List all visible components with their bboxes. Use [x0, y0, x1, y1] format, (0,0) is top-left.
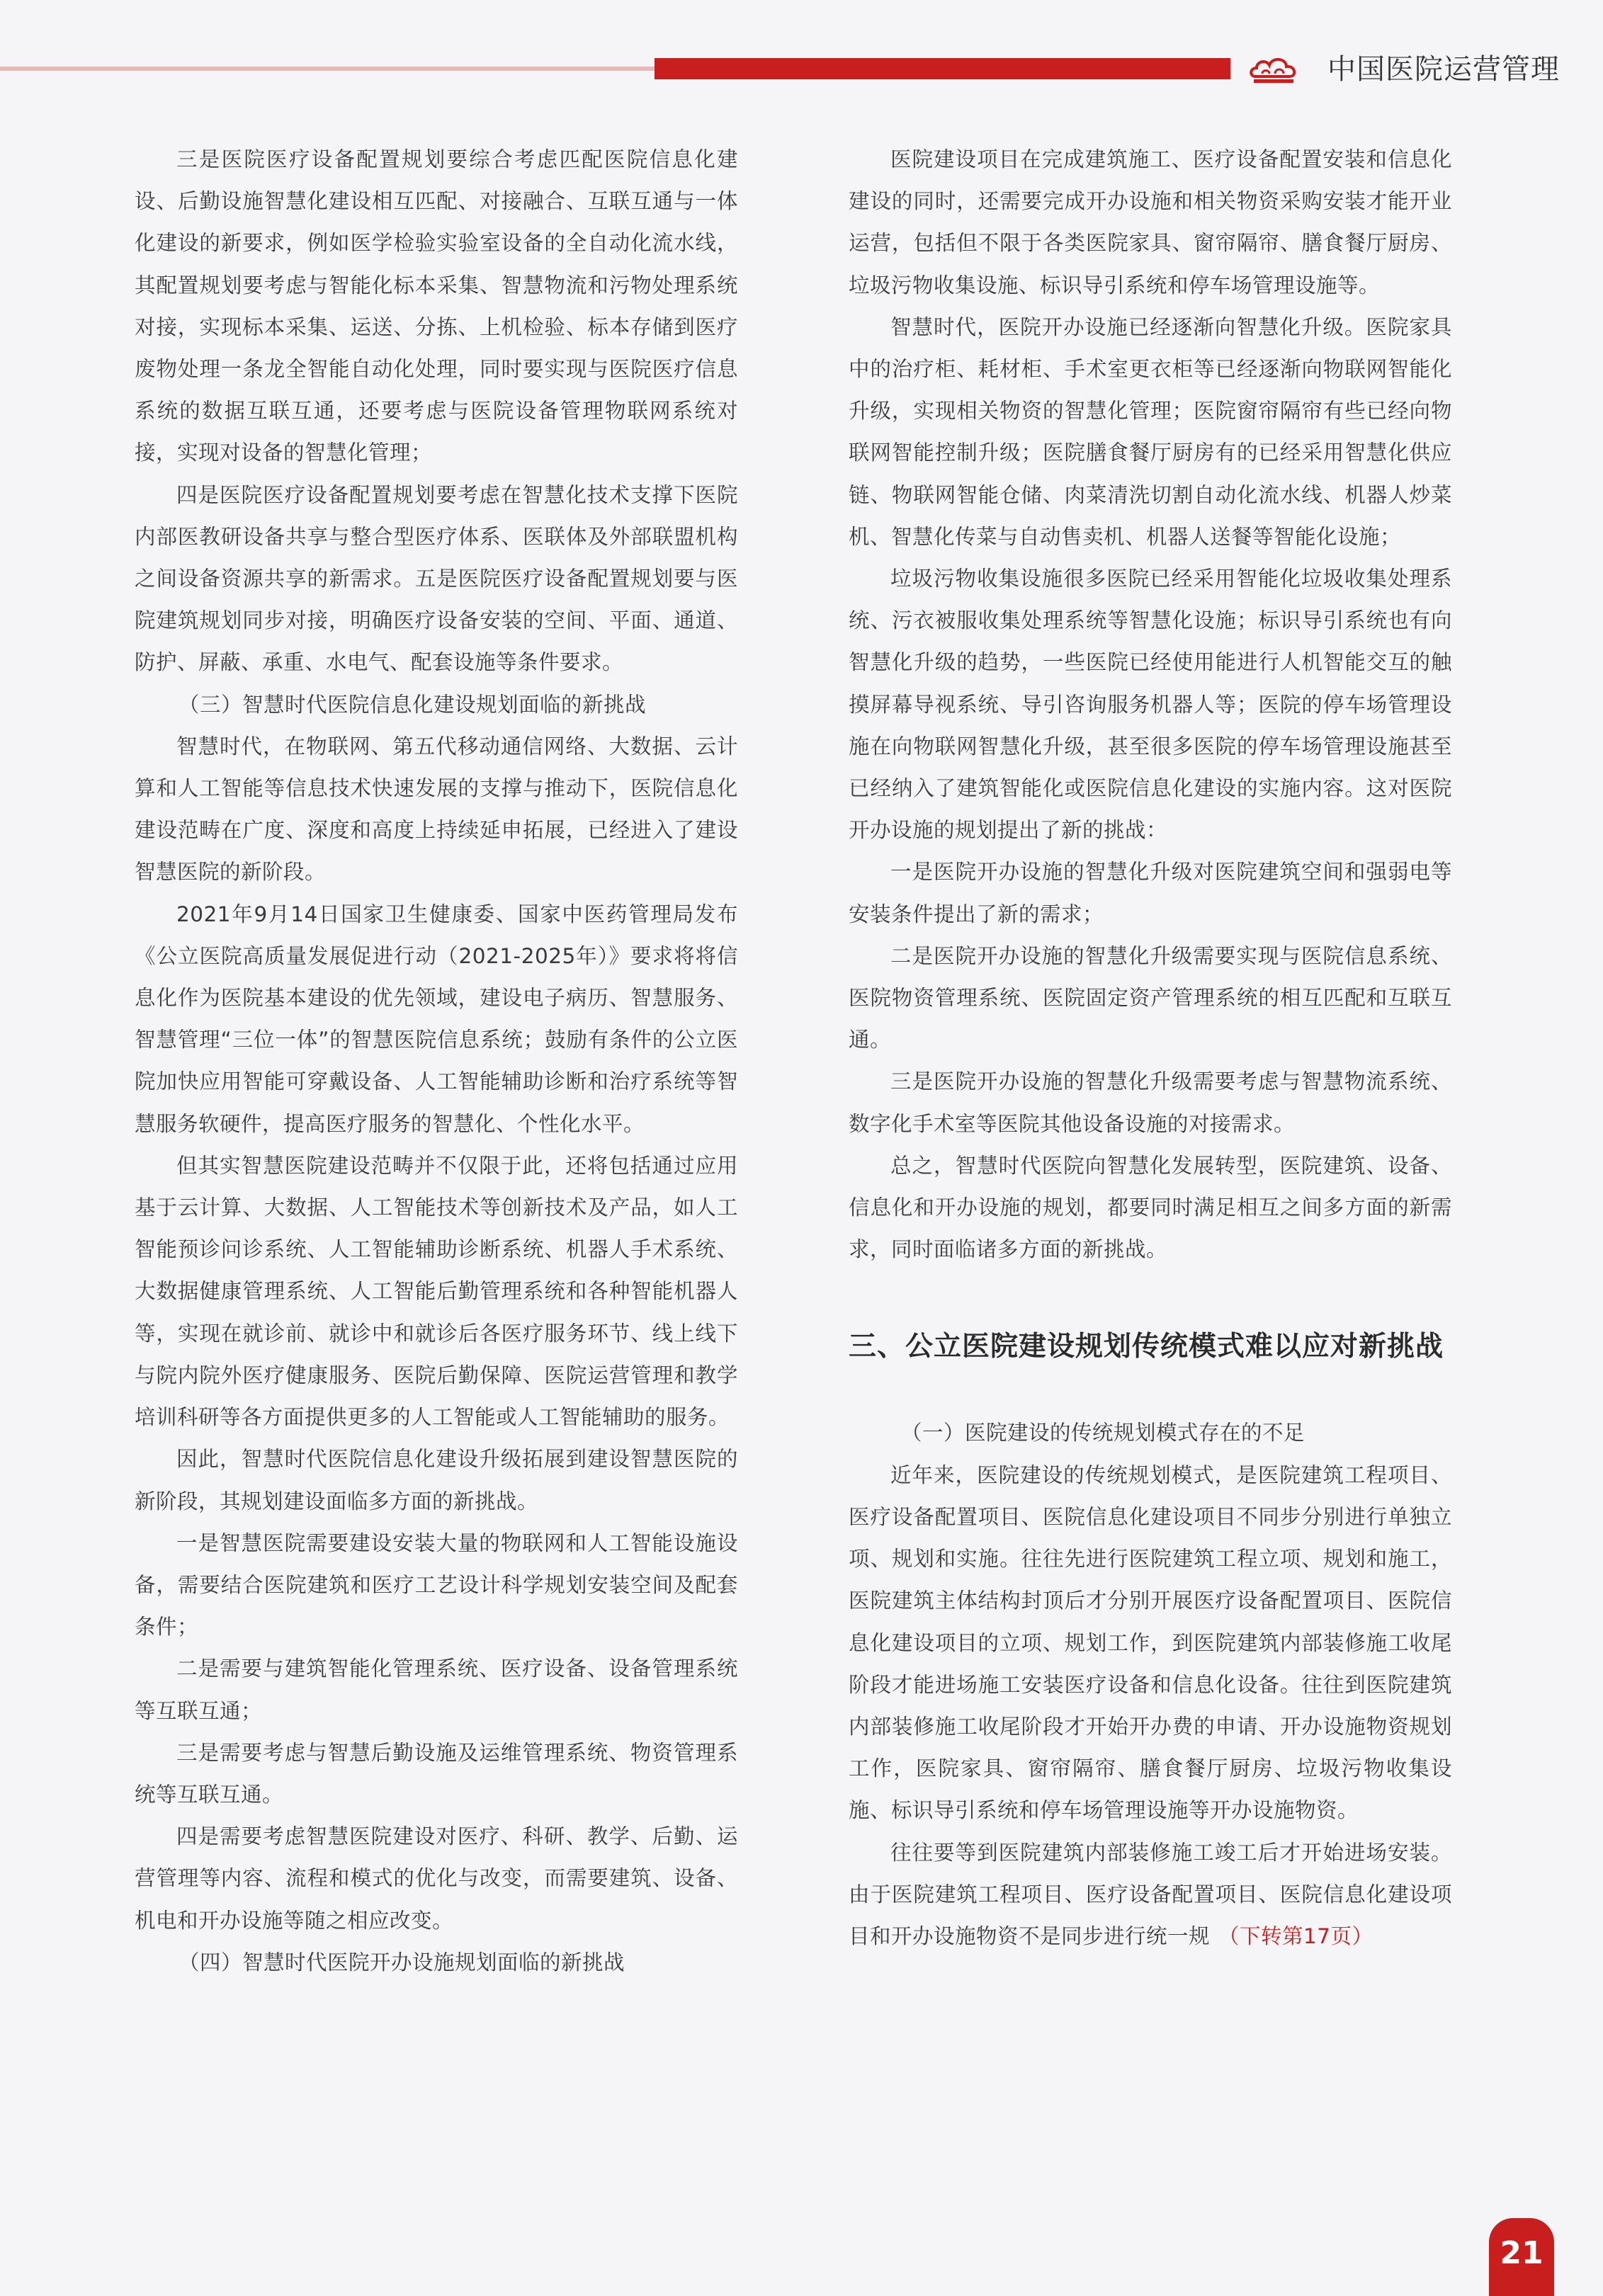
paragraph: 因此，智慧时代医院信息化建设升级拓展到建设智慧医院的新阶段，其规划建设面临多方面的新挑战。	[135, 1447, 738, 1513]
paragraph: 总之，智慧时代医院向智慧化发展转型，医院建筑、设备、信息化和开办设施的规划，都要同时满足相互之间多方面的新需求，同时面临诸多方面的新挑战。	[849, 1153, 1452, 1262]
cloud-emblem-icon	[1248, 52, 1299, 86]
paragraph: 垃圾污物收集设施很多医院已经采用智能化垃圾收集处理系统、污衣被服收集处理系统等智慧化设施；标识导引系统也有向智慧化升级的趋势，一些医院已经使用能进行人机智能交互的触摸屏幕导视系统、导引咨询服务机器人等；医院的停车场管理设施在向物联网智慧化升级，甚至很多医院的停车场管理设施甚至已经纳入了建筑智能化或医院信息化建设的实施内容。这对医院开办设施的规划提出了新的挑战：	[849, 567, 1452, 843]
paragraph: 三是医院开办设施的智慧化升级需要考虑与智慧物流系统、数字化手术室等医院其他设备设施的对接需求。	[849, 1069, 1452, 1136]
section-heading: 三、公立医院建设规划传统模式难以应对新挑战	[849, 1331, 1444, 1363]
paragraph: 一是医院开办设施的智慧化升级对医院建筑空间和强弱电等安装条件提出了新的需求；	[849, 860, 1452, 926]
paragraph: 三是医院医疗设备配置规划要综合考虑匹配医院信息化建设、后勤设施智慧化建设相互匹配、对接融合、互联互通与一体化建设的新要求，例如医学检验实验室设备的全自动化流水线，其配置规划要考虑与智能化标本采集、智慧物流和污物处理系统对接，实现标本采集、运送、分拣、上机检验、标本存储到医疗废物处理一条龙全智能自动化处理，同时要实现与医院医疗信息系统的数据互联互通，还要考虑与医院设备管理物联网系统对接，实现对设备的智慧化管理；	[135, 147, 738, 465]
paragraph: 近年来，医院建设的传统规划模式，是医院建筑工程项目、医疗设备配置项目、医院信息化建设项目不同步分别进行单独立项、规划和实施。往往先进行医院建筑工程立项、规划和施工，医院建筑主体结构封顶后才分别开展医疗设备配置项目、医院信息化建设项目的立项、规划工作，到医院建筑内部装修施工收尾阶段才能进场施工安装医疗设备和信息化设备。往往到医院建筑内部装修施工收尾阶段才开始开办费的申请、开办设施物资规划工作，医院家具、窗帘隔帘、膳食餐厅厨房、垃圾污物收集设施、标识导引系统和停车场管理设施等开办设施物资。	[849, 1462, 1452, 1823]
paragraph: 四是需要考虑智慧医院建设对医疗、科研、教学、后勤、运营管理等内容、流程和模式的优化与改变，而需要建筑、设备、机电和开办设施等随之相应改变。	[135, 1824, 738, 1933]
paragraph: 医院建设项目在完成建筑施工、医疗设备配置安装和信息化建设的同时，还需要完成开办设施和相关物资采购安装才能开业运营，包括但不限于各类医院家具、窗帘隔帘、膳食餐厅厨房、垃圾污物收集设施、标识导引系统和停车场管理设施等。	[849, 147, 1452, 297]
paragraph: 三是需要考虑与智慧后勤设施及运维管理系统、物资管理系统等互联互通。	[135, 1740, 738, 1807]
continuation-note: （下转第17页）	[1218, 1923, 1373, 1948]
paragraph: 一是智慧医院需要建设安装大量的物联网和人工智能设施设备，需要结合医院建筑和医疗工艺设计科学规划安装空间及配套条件；	[135, 1530, 738, 1639]
page-number-badge: 21	[1489, 2218, 1554, 2296]
header-rule-accent	[655, 58, 1230, 79]
left-column	[135, 139, 738, 1984]
header-rule-thin	[0, 67, 659, 71]
subheading: （一）医院建设的传统规划模式存在的不足	[901, 1421, 1305, 1445]
subheading: （四）智慧时代医院开办设施规划面临的新挑战	[179, 1950, 625, 1974]
paragraph: 二是医院开办设施的智慧化升级需要实现与医院信息系统、医院物资管理系统、医院固定资产管理系统的相互匹配和互联互通。	[849, 943, 1452, 1052]
paragraph: 但其实智慧医院建设范畴并不仅限于此，还将包括通过应用基于云计算、大数据、人工智能技术等创新技术及产品，如人工智能预诊问诊系统、人工智能辅助诊断系统、机器人手术系统、大数据健康管理系统、人工智能后勤管理系统和各种智能机器人等，实现在就诊前、就诊中和就诊后各医疗服务环节、线上线下与院内院外医疗健康服务、医院后勤保障、医院运营管理和教学培训科研等各方面提供更多的人工智能或人工智能辅助的服务。	[135, 1153, 738, 1430]
paragraph: 智慧时代，医院开办设施已经逐渐向智慧化升级。医院家具中的治疗柜、耗材柜、手术室更衣柜等已经逐渐向物联网智能化升级，实现相关物资的智慧化管理；医院窗帘隔帘有些已经向物联网智能控制升级；医院膳食餐厅厨房有的已经采用智慧化供应链、物联网智能仓储、肉菜清洗切割自动化流水线、机器人炒菜机、智慧化传菜与自动售卖机、机器人送餐等智能化设施；	[849, 314, 1452, 549]
paragraph: 四是医院医疗设备配置规划要考虑在智慧化技术支撑下医院内部医教研设备共享与整合型医疗体系、医联体及外部联盟机构之间设备资源共享的新需求。五是医院医疗设备配置规划要与医院建筑规划同步对接，明确医疗设备安装的空间、平面、通道、防护、屏蔽、承重、水电气、配套设施等条件要求。	[135, 482, 738, 675]
paragraph: 智慧时代，在物联网、第五代移动通信网络、大数据、云计算和人工智能等信息技术快速发展的支撑与推动下，医院信息化建设范畴在广度、深度和高度上持续延申拓展，已经进入了建设智慧医院的新阶段。	[135, 734, 738, 885]
journal-title: 中国医院运营管理	[1327, 53, 1560, 86]
paragraph-text: 往往要等到医院建筑内部装修施工竣工后才开始进场安装。由于医院建筑工程项目、医疗设备配置项目、医院信息化建设项目和开办设施物资不是同步进行统一规	[849, 1840, 1452, 1948]
paragraph: 2021年9月14日国家卫生健康委、国家中医药管理局发布《公立医院高质量发展促进行动（2021-2025年）》要求将将信息化作为医院基本建设的优先领域，建设电子病历、智慧服务、智慧管理“三位一体”的智慧医院信息系统；鼓励有条件的公立医院加快应用智能可穿戴设备、人工智能辅助诊断和治疗系统等智慧服务软硬件，提高医疗服务的智慧化、个性化水平。	[135, 902, 738, 1136]
paragraph	[849, 1832, 1452, 1958]
right-column	[849, 139, 1452, 1957]
subheading: （三）智慧时代医院信息化建设规划面临的新挑战	[179, 692, 647, 717]
paragraph: 二是需要与建筑智能化管理系统、医疗设备、设备管理系统等互联互通；	[135, 1656, 738, 1723]
